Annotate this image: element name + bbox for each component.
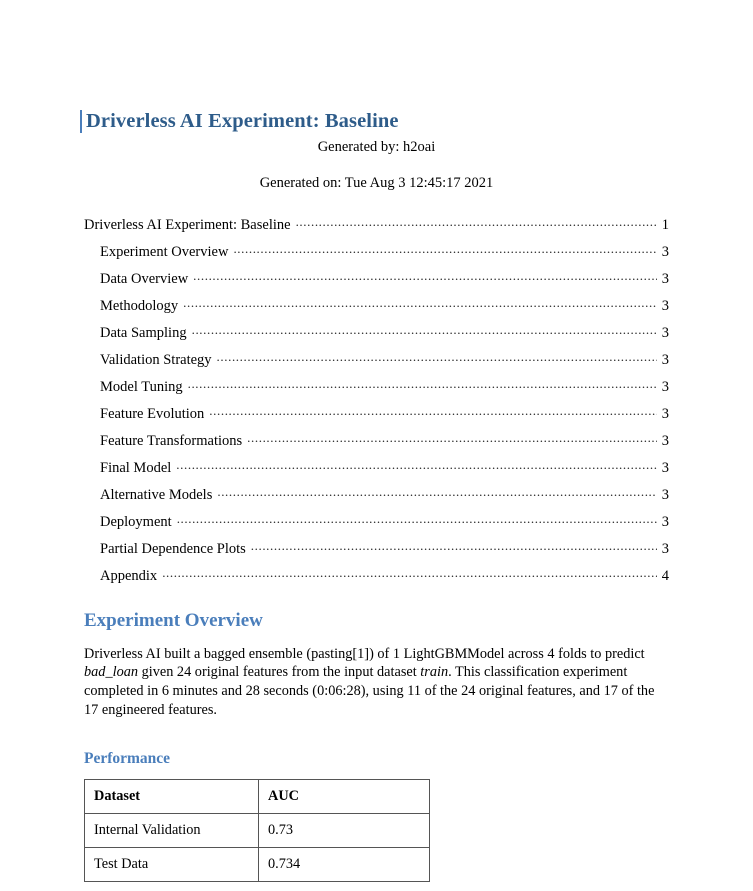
toc-leader-dots (193, 270, 657, 283)
section-heading-experiment-overview: Experiment Overview (84, 609, 263, 631)
toc-entry[interactable] (84, 567, 669, 584)
overview-text-part3: . This classification experiment completed in 6 minutes and 28 seconds (0:06:28), using 11 of the 24 original features, and 17 of the 17 engineered features. (84, 664, 655, 719)
overview-text-part2: given 24 original features from the input dataset (138, 664, 421, 681)
target-column-name: bad_loan (84, 664, 139, 681)
toc-entry-page: 3 (661, 460, 669, 476)
toc-entry-label: Final Model (100, 460, 172, 476)
toc-entry[interactable] (84, 324, 669, 341)
toc-entry-label: Validation Strategy (100, 352, 212, 368)
column-header-auc: AUC (259, 779, 430, 813)
cell-dataset: Test Data (85, 847, 259, 881)
toc-entry[interactable] (84, 351, 669, 368)
toc-entry[interactable] (84, 432, 669, 449)
toc-entry-label: Driverless AI Experiment: Baseline (84, 217, 291, 233)
toc-entry-page: 3 (661, 298, 669, 314)
toc-leader-dots (188, 378, 657, 391)
dataset-name: train (420, 664, 449, 681)
toc-entry-page: 3 (661, 325, 669, 341)
table-row (85, 847, 430, 881)
cell-auc: 0.734 (259, 847, 430, 881)
toc-entry-label: Appendix (100, 568, 158, 584)
toc-entry[interactable] (84, 297, 669, 314)
toc-leader-dots (192, 324, 657, 337)
toc-entry[interactable] (84, 405, 669, 422)
table-of-contents (84, 216, 669, 584)
toc-entry-label: Partial Dependence Plots (100, 541, 246, 557)
toc-entry[interactable] (84, 243, 669, 260)
toc-entry-label: Model Tuning (100, 379, 183, 395)
toc-entry-page: 3 (661, 406, 669, 422)
toc-entry-label: Feature Transformations (100, 433, 243, 449)
toc-entry-page: 3 (661, 487, 669, 503)
toc-entry-label: Methodology (100, 298, 179, 314)
toc-entry[interactable] (84, 513, 669, 530)
toc-entry[interactable] (84, 459, 669, 476)
toc-leader-dots (176, 459, 656, 472)
toc-entry-page: 3 (661, 433, 669, 449)
toc-entry[interactable] (84, 216, 669, 233)
generated-on-line: Generated on: Tue Aug 3 12:45:17 2021 (259, 175, 494, 191)
toc-entry-page: 4 (661, 568, 669, 584)
toc-entry-label: Data Overview (100, 271, 189, 287)
toc-entry-label: Feature Evolution (100, 406, 205, 422)
table-header-row (85, 779, 430, 813)
toc-entry[interactable] (84, 540, 669, 557)
toc-entry-page: 1 (661, 217, 669, 233)
toc-leader-dots (251, 540, 657, 553)
toc-leader-dots (162, 567, 657, 580)
table-row (85, 813, 430, 847)
toc-leader-dots (217, 351, 657, 364)
toc-leader-dots (233, 243, 656, 256)
toc-entry-page: 3 (661, 352, 669, 368)
overview-text-part1: Driverless AI built a bagged ensemble (pasting[1]) of 1 LightGBMModel across 4 folds to predict (84, 645, 645, 662)
toc-leader-dots (177, 513, 657, 526)
toc-entry-label: Data Sampling (100, 325, 187, 341)
subsection-heading-performance: Performance (84, 749, 171, 767)
toc-entry-page: 3 (661, 541, 669, 557)
toc-entry-page: 3 (661, 514, 669, 530)
toc-leader-dots (247, 432, 657, 445)
toc-entry-label: Experiment Overview (100, 244, 229, 260)
toc-entry[interactable] (84, 486, 669, 503)
toc-entry-label: Deployment (100, 514, 172, 530)
toc-entry-page: 3 (661, 379, 669, 395)
cell-auc: 0.73 (259, 813, 430, 847)
generated-by-line: Generated by: h2oai (317, 139, 436, 155)
page-title: Driverless AI Experiment: Baseline (80, 110, 669, 133)
cell-dataset: Internal Validation (85, 813, 259, 847)
performance-table (84, 779, 430, 882)
experiment-overview-paragraph (84, 645, 669, 720)
toc-leader-dots (296, 216, 657, 229)
toc-entry-page: 3 (661, 244, 669, 260)
toc-entry[interactable] (84, 270, 669, 287)
column-header-dataset: Dataset (85, 779, 259, 813)
toc-entry[interactable] (84, 378, 669, 395)
toc-entry-page: 3 (661, 271, 669, 287)
toc-leader-dots (183, 297, 657, 310)
toc-entry-label: Alternative Models (100, 487, 213, 503)
toc-leader-dots (217, 486, 656, 499)
toc-leader-dots (209, 405, 656, 418)
